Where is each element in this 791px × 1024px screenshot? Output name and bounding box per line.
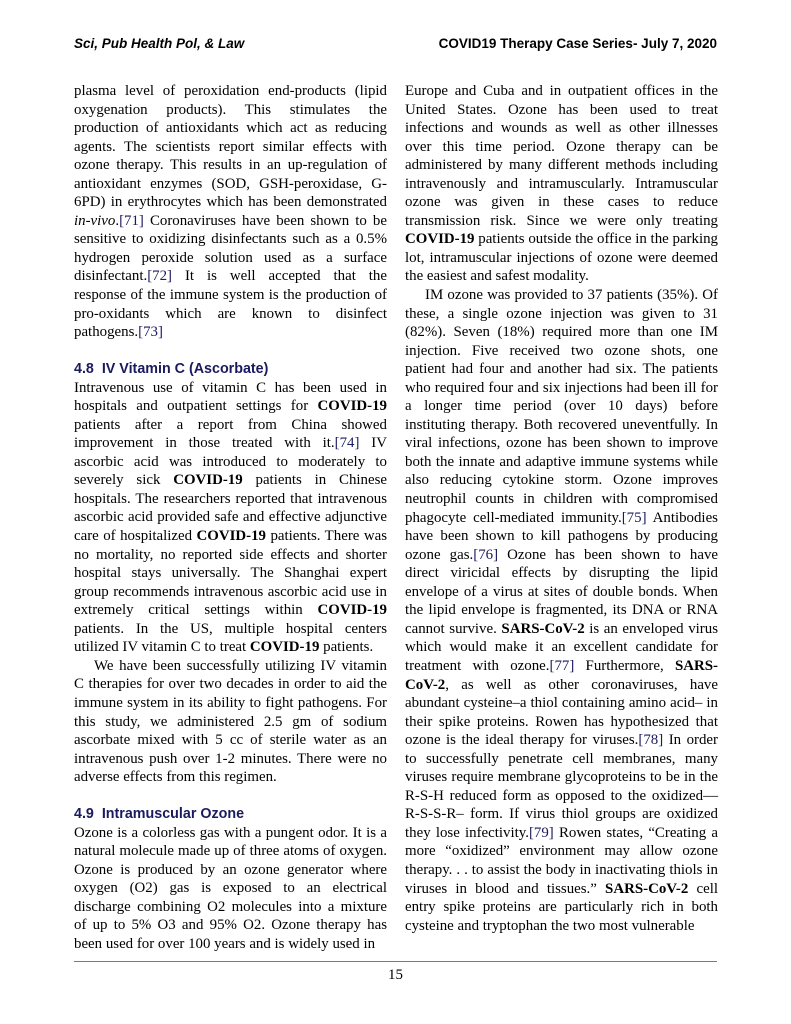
page-number: 15 [388,967,403,983]
running-header-journal: Sci, Pub Health Pol, & Law [74,36,245,51]
paragraph-ozone-intro: Ozone is a colorless gas with a pungent odor. It is a natural molecule made up of three atoms of oxygen. Ozone is produced by an ozone generator where oxygen (O2) gas is exposed to an electrical discharge combining O2 molecules into a mixture of up to 5% O3 and 95% O2. Ozone therapy has been used for over 100 years and is widely used in [74,824,387,952]
citation-link[interactable]: [76] [473,546,499,563]
paragraph-vitamin-c-method: We have been successfully utilizing IV vitamin C therapies for over two decades in order to aid the immune system in its ability to fight pathogens. For this study, we administered 2.5 gm of sodium ascorbate mixed with 5 cc of sterile water as an intravenous push over 1-2 minutes. There were no adverse effects from this regimen. [74,657,387,786]
paragraph-vitamin-c-intro: Intravenous use of vitamin C has been used in hospitals and outpatient settings for COVID-19 patients after a report from China showed improvement in those treated with it.[74] IV ascorbic acid was introduced to moderately to severely sick COVID-19 patients in Chinese hospitals. The researchers reported that intravenous ascorbic acid provided safe and effective adjunctive care of hospitalized COVID-19 patients. There was no mortality, no reported side effects and shorter hospital stays universally. The Shanghai expert group recommends intravenous ascorbic acid use in extremely critical settings within COVID-19 patients. In the US, multiple hospital centers utilized IV vitamin C to treat COVID-19 patients. [74,379,387,656]
footer-rule [74,961,717,962]
citation-link[interactable]: [79] [528,824,554,841]
right-column [405,82,718,935]
section-heading-ozone: 4.9 Intramuscular Ozone [74,805,245,822]
citation-link[interactable]: [77] [549,657,575,674]
paragraph-ozone-history: Europe and Cuba and in outpatient offices in the United States. Ozone has been used to treat infections and wounds as well as other illnesses over this time period. Ozone therapy can be administered by many different methods including intravenously and intramuscularly. Intramuscular ozone was given in these cases to reduce transmission risk. Since we were only treating COVID-19 patients outside the office in the parking lot, intramuscular injections of ozone were deemed the easiest and safest modality. [405,83,718,285]
citation-link[interactable]: [78] [638,732,664,749]
citation-link[interactable]: [72] [147,268,173,285]
citation-link[interactable]: [74] [334,435,360,452]
citation-link[interactable]: [71] [119,212,144,229]
running-header-title: COVID19 Therapy Case Series- July 7, 2020 [438,36,717,51]
citation-link[interactable]: [75] [621,509,647,526]
citation-link[interactable]: [73] [138,324,163,341]
paragraph-im-ozone: IM ozone was provided to 37 patients (35%). Of these, a single ozone injection was given to 31 (82%). Seven (18%) required more than one IM injection. Five received two ozone shots, one patient had four and another had six. The patients who required four and six injections had been ill for a longer time period (over 10 days) before instituting therapy. Both recovered uneventfully. In viral infections, ozone has been shown to improve both the innate and adaptive immune systems while also reducing cytokine storm. Ozone improves neutrophil counts in children with compromised phagocyte cell-mediated immunity.[75] Antibodies have been shown to kill pathogens by producing ozone gas.[76] Ozone has been shown to have direct viricidal effects by disrupting the lipid envelope of a virus at sites of double bonds. When the lipid envelope is fragmented, its DNA or RNA cannot survive. SARS-CoV-2 is an enveloped virus which would make it an excellent candidate for treatment with ozone.[77] Furthermore, SARS-CoV-2, as well as other coronaviruses, have abundant cysteine–a thiol containing amino acid– in their spike proteins. Rowen has hypothesized that ozone is the ideal therapy for viruses.[78] In order to successfully penetrate cell membranes, many viruses require membrane glycoproteins to be in the R-S-H reduced form as opposed to the oxidized—R-S-S-R– form. If virus thiol groups are oxidized they lose infectivity.[79] Rowen states, “Creating a more “oxidized” environment may allow ozone therapy. . . to assist the body in inactivating thiols in viruses in blood and tissues.” SARS-CoV-2 cell entry spike proteins are particularly rich in both cysteine and tryptophan the two most vulnerable [405,287,719,934]
paragraph-oxidation: plasma level of peroxidation end-products (lipid oxygenation products). This stimulates the production of antioxidants which act as reducing agents. The scientists report similar effects with ozone therapy. This results in an up-regulation of antioxidant enzymes (SOD, GSH-peroxidase, G-6PD) in erythrocytes which has been demonstrated in-vivo.[71] Coronaviruses have been shown to be sensitive to oxidizing disinfectants such as a 0.5% hydrogen peroxide solution used as a surface disinfectant.[72] It is well accepted that the response of the immune system is the production of pro-oxidants which are known to disinfect pathogens.[73] [74,83,387,341]
section-heading-vitamin-c: 4.8 IV Vitamin C (Ascorbate) [74,360,269,377]
left-column [74,82,387,954]
